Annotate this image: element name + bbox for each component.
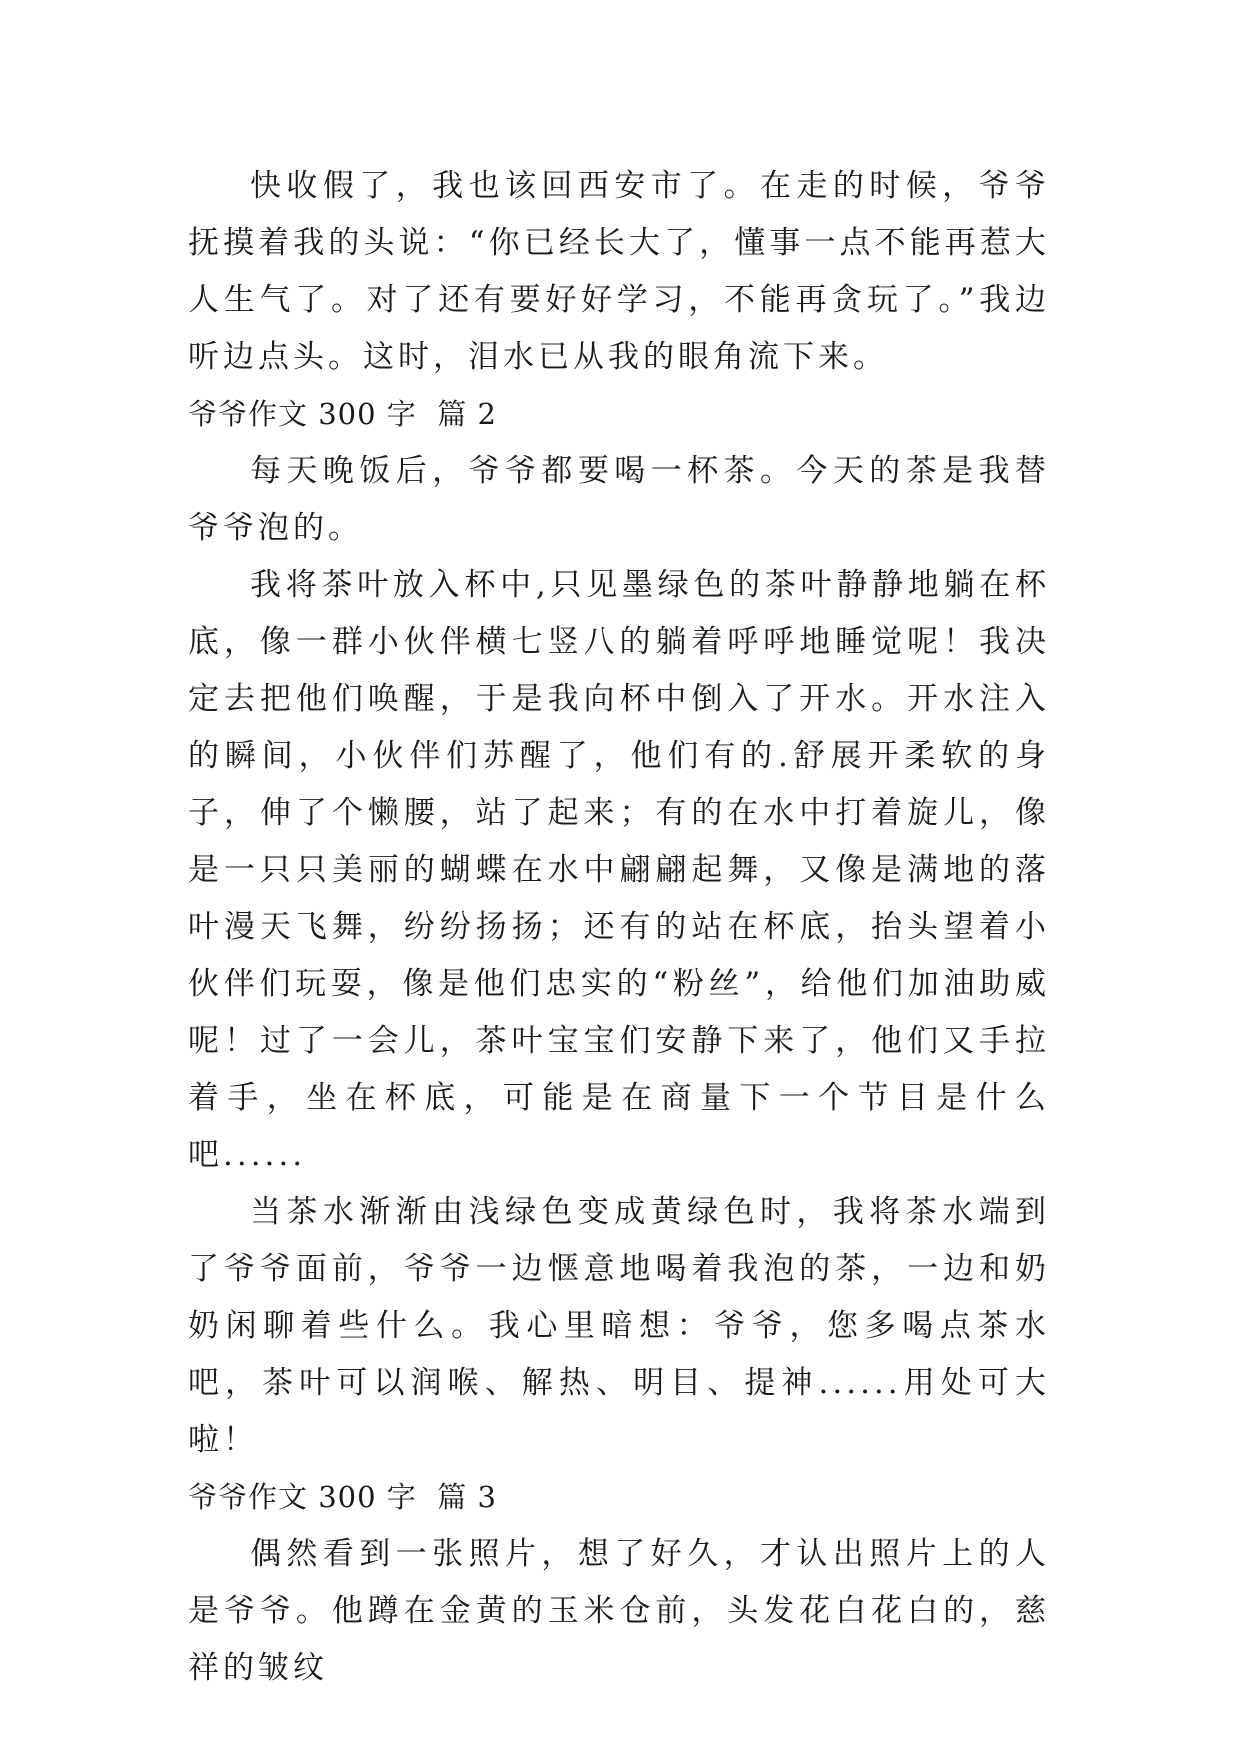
paragraph-evening-tea: 每天晚饭后，爷爷都要喝一杯茶。今天的茶是我替爷爷泡的。	[188, 453, 1050, 546]
document-body	[188, 158, 1050, 1697]
paragraph-grandpa-drinks: 当茶水渐渐由浅绿色变成黄绿色时，我将茶水端到了爷爷面前，爷爷一边惬意地喝着我泡的茶，一边和奶奶闲聊着些什么。我心里暗想：爷爷，您多喝点茶水吧，茶叶可以润喉、解热、明目、提神......用处可大啦！	[188, 1194, 1050, 1458]
paragraph-tea-leaves: 我将茶叶放入杯中,只见墨绿色的茶叶静静地躺在杯底，像一群小伙伴横七竖八的躺着呼呼地睡觉呢！我决定去把他们唤醒，于是我向杯中倒入了开水。开水注入的瞬间，小伙伴们苏醒了，他们有的.舒展开柔软的身子，伸了个懒腰，站了起来；有的在水中打着旋儿，像是一只只美丽的蝴蝶在水中翩翩起舞，又像是满地的落叶漫天飞舞，纷纷扬扬；还有的站在杯底，抬头望着小伙伴们玩耍，像是他们忠实的“粉丝”，给他们加油助威呢！过了一会儿，茶叶宝宝们安静下来了，他们又手拉着手，坐在杯底，可能是在商量下一个节目是什么吧......	[188, 567, 1050, 1173]
paragraph-farewell: 快收假了，我也该回西安市了。在走的时候，爷爷抚摸着我的头说：“你已经长大了，懂事一点不能再惹大人生气了。对了还有要好好学习，不能再贪玩了。”我边听边点头。这时，泪水已从我的眼角流下来。	[188, 168, 1050, 375]
section-heading-3: 爷爷作文 300 字 篇 3	[188, 1480, 497, 1514]
section-heading-2: 爷爷作文 300 字 篇 2	[188, 397, 497, 431]
paragraph-photo: 偶然看到一张照片，想了好久，才认出照片上的人是爷爷。他蹲在金黄的玉米仓前，头发花白花白的，慈祥的皱纹	[188, 1536, 1050, 1686]
